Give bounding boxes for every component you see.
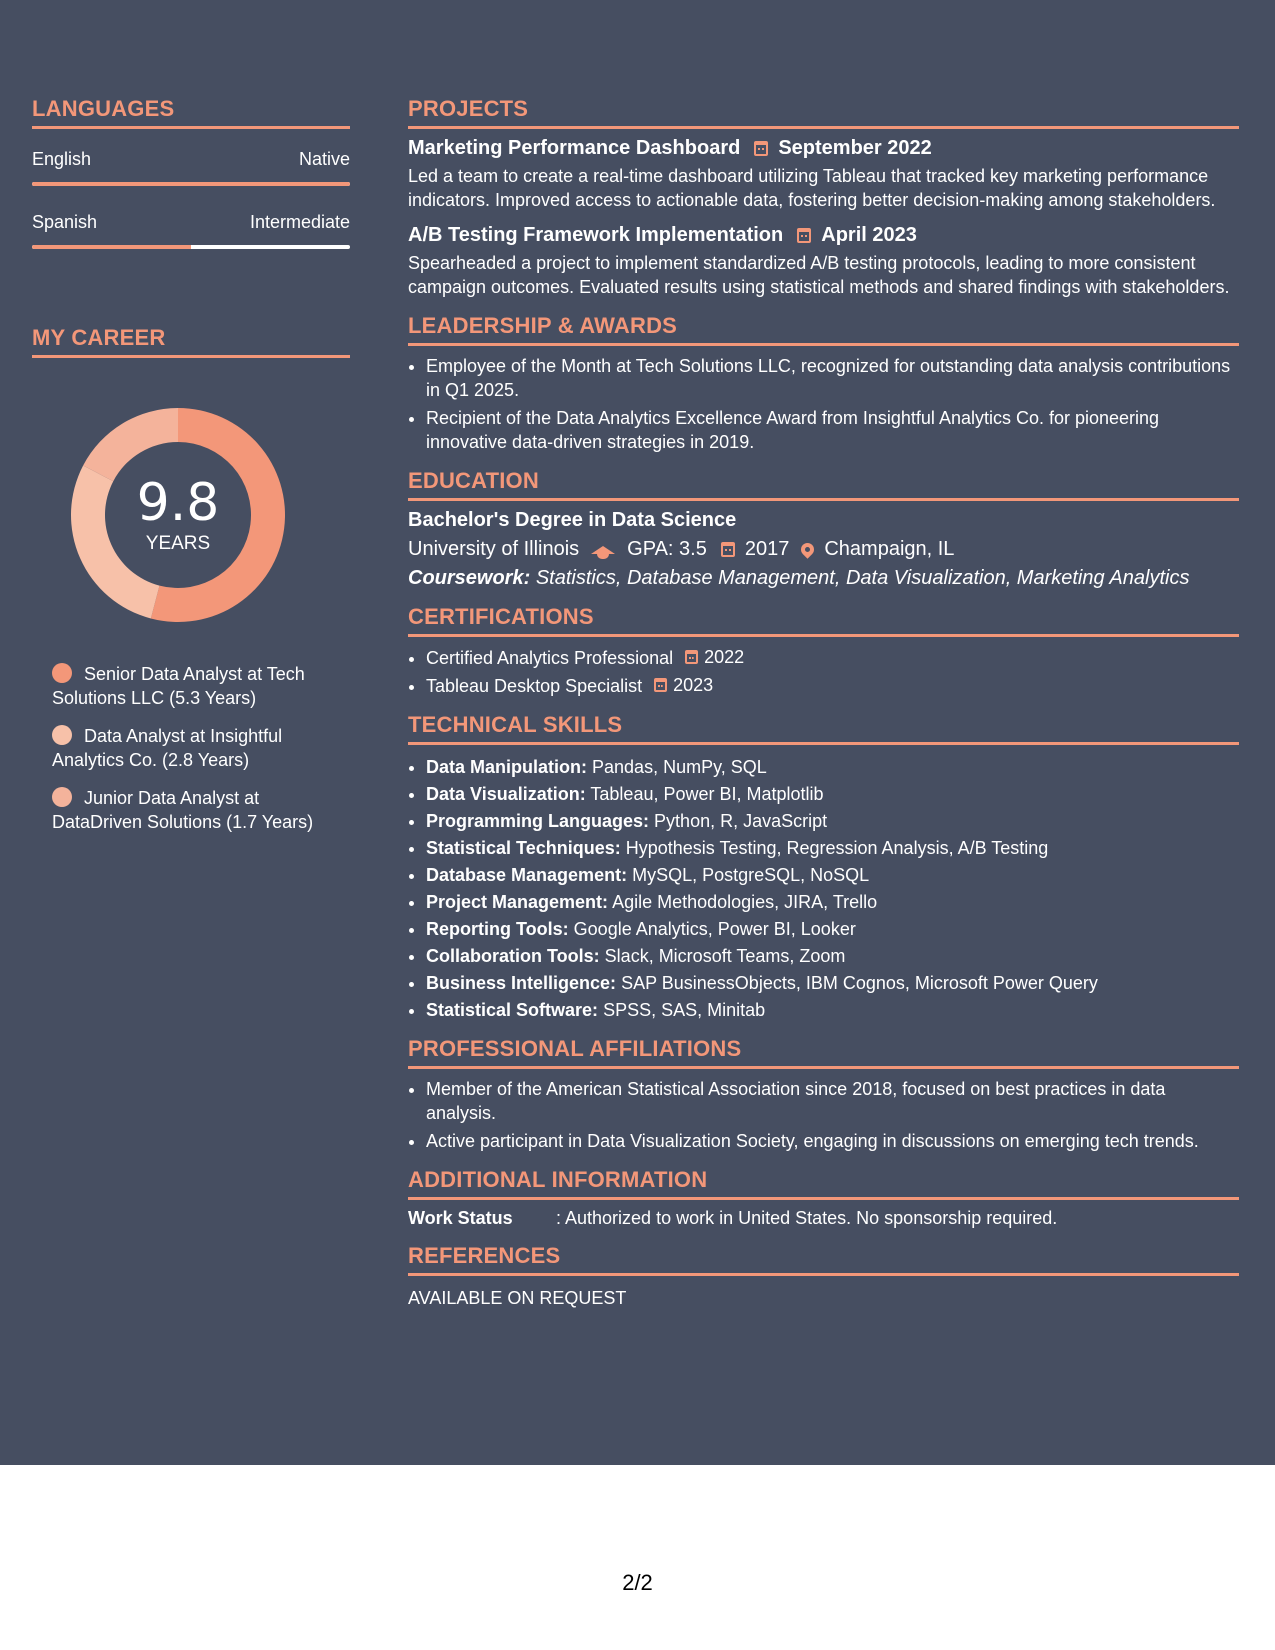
affiliations-section <box>408 1036 1239 1153</box>
education-coursework <box>408 567 1239 590</box>
language-item <box>32 212 350 249</box>
education-section <box>408 468 1239 590</box>
graduation-cap-icon <box>591 546 615 554</box>
skill-item: • Business Intelligence: SAP BusinessObjects, IBM Cognos, Microsoft Power Query <box>426 971 1239 995</box>
project-title: Marketing Performance Dashboard <box>408 137 741 159</box>
language-level: Native <box>298 149 350 169</box>
education-gpa: GPA: 3.5 <box>627 538 707 560</box>
leadership-heading: LEADERSHIP & AWARDS <box>408 313 1239 346</box>
career-legend <box>52 662 352 834</box>
career-legend-item: Senior Data Analyst at Tech Solutions LLC (5.3 Years) <box>52 664 305 708</box>
affiliation-item: • Active participant in Data Visualization Society, engaging in discussions on emerging tech trends. <box>426 1129 1239 1153</box>
calendar-icon <box>754 141 768 156</box>
location-pin-icon <box>799 540 817 558</box>
page-number: 2/2 <box>622 1570 653 1595</box>
skill-item: • Reporting Tools: Google Analytics, Power BI, Looker <box>426 917 1239 941</box>
references-section <box>408 1243 1239 1309</box>
calendar-icon <box>797 228 811 243</box>
work-status-label: Work Status <box>408 1208 513 1228</box>
language-proficiency-bar <box>32 182 350 186</box>
calendar-icon <box>721 542 735 557</box>
certification-item: • Certified Analytics Professional 2022 <box>426 645 1239 670</box>
skill-item: • Programming Languages: Python, R, JavaScript <box>426 809 1239 833</box>
affiliation-item: • Member of the American Statistical Association since 2018, focused on best practices in data analysis. <box>426 1077 1239 1125</box>
legend-dot-icon <box>52 725 72 745</box>
skill-item: • Statistical Software: SPSS, SAS, Minitab <box>426 998 1239 1022</box>
skills-heading: TECHNICAL SKILLS <box>408 712 1239 745</box>
education-details <box>408 538 1239 561</box>
coursework-label: Coursework: <box>408 567 531 589</box>
skill-item: • Project Management: Agile Methodologies, JIRA, Trello <box>426 890 1239 914</box>
career-legend-item: Data Analyst at Insightful Analytics Co. (2.8 Years) <box>52 726 283 770</box>
education-year: 2017 <box>744 538 790 560</box>
legend-dot-icon <box>52 787 72 807</box>
project-title: A/B Testing Framework Implementation <box>408 224 784 246</box>
education-school: University of Illinois <box>408 538 580 560</box>
skill-item: • Statistical Techniques: Hypothesis Testing, Regression Analysis, A/B Testing <box>426 836 1239 860</box>
language-name: Spanish <box>32 212 98 232</box>
education-degree: Bachelor's Degree in Data Science <box>408 509 737 531</box>
language-item <box>32 149 350 186</box>
certifications-heading: CERTIFICATIONS <box>408 604 1239 637</box>
skill-item: • Data Manipulation: Pandas, NumPy, SQL <box>426 755 1239 779</box>
education-heading: EDUCATION <box>408 468 1239 501</box>
project-title-row <box>408 224 1239 247</box>
career-legend-item: Junior Data Analyst at DataDriven Solutions (1.7 Years) <box>52 788 314 832</box>
right-column <box>408 96 1239 1323</box>
languages-heading: LANGUAGES <box>32 96 350 129</box>
legend-dot-icon <box>52 663 72 683</box>
certifications-section <box>408 604 1239 698</box>
project-description: Spearheaded a project to implement standardized A/B testing protocols, leading to more consistent campaign outcomes. Evaluated results using statistical methods and shared findings with stakeholders. <box>408 253 1230 297</box>
career-heading: MY CAREER <box>32 325 350 358</box>
skill-item: • Collaboration Tools: Slack, Microsoft Teams, Zoom <box>426 944 1239 968</box>
references-heading: REFERENCES <box>408 1243 1239 1276</box>
career-years-label: YEARS <box>145 533 211 554</box>
project-date: April 2023 <box>821 224 917 246</box>
coursework-list: Statistics, Database Management, Data Visualization, Marketing Analytics <box>535 567 1190 589</box>
work-status-row <box>408 1208 1239 1229</box>
language-proficiency-bar <box>32 245 350 249</box>
language-name: English <box>32 149 92 169</box>
left-column <box>32 96 350 848</box>
career-total-years: 9.8 <box>136 473 220 533</box>
skill-item: • Data Visualization: Tableau, Power BI, Matplotlib <box>426 782 1239 806</box>
references-text: AVAILABLE ON REQUEST <box>408 1288 627 1308</box>
skills-section <box>408 712 1239 1022</box>
project-description: Led a team to create a real-time dashboard utilizing Tableau that tracked key marketing performance indicators. Improved access to actionable data, fostering better decision-making among stakeholders. <box>408 166 1216 210</box>
leadership-item: • Employee of the Month at Tech Solutions LLC, recognized for outstanding data analysis contributions in Q1 2025. <box>426 354 1239 402</box>
project-title-row <box>408 137 1239 160</box>
project-date: September 2022 <box>778 137 932 159</box>
language-level: Intermediate <box>249 212 350 232</box>
projects-heading: PROJECTS <box>408 96 1239 129</box>
projects-section <box>408 96 1239 299</box>
career-donut-chart <box>63 400 293 630</box>
additional-info-heading: ADDITIONAL INFORMATION <box>408 1167 1239 1200</box>
work-status-value: : Authorized to work in United States. No sponsorship required. <box>556 1208 1058 1228</box>
leadership-section <box>408 313 1239 454</box>
affiliations-heading: PROFESSIONAL AFFILIATIONS <box>408 1036 1239 1069</box>
additional-info-section <box>408 1167 1239 1229</box>
leadership-item: • Recipient of the Data Analytics Excellence Award from Insightful Analytics Co. for pioneering innovative data-driven strategies in 2019. <box>426 406 1239 454</box>
calendar-icon <box>685 650 698 664</box>
skill-item: • Database Management: MySQL, PostgreSQL, NoSQL <box>426 863 1239 887</box>
calendar-icon <box>654 678 667 692</box>
education-location: Champaign, IL <box>824 538 955 560</box>
certification-item: • Tableau Desktop Specialist 2023 <box>426 673 1239 698</box>
